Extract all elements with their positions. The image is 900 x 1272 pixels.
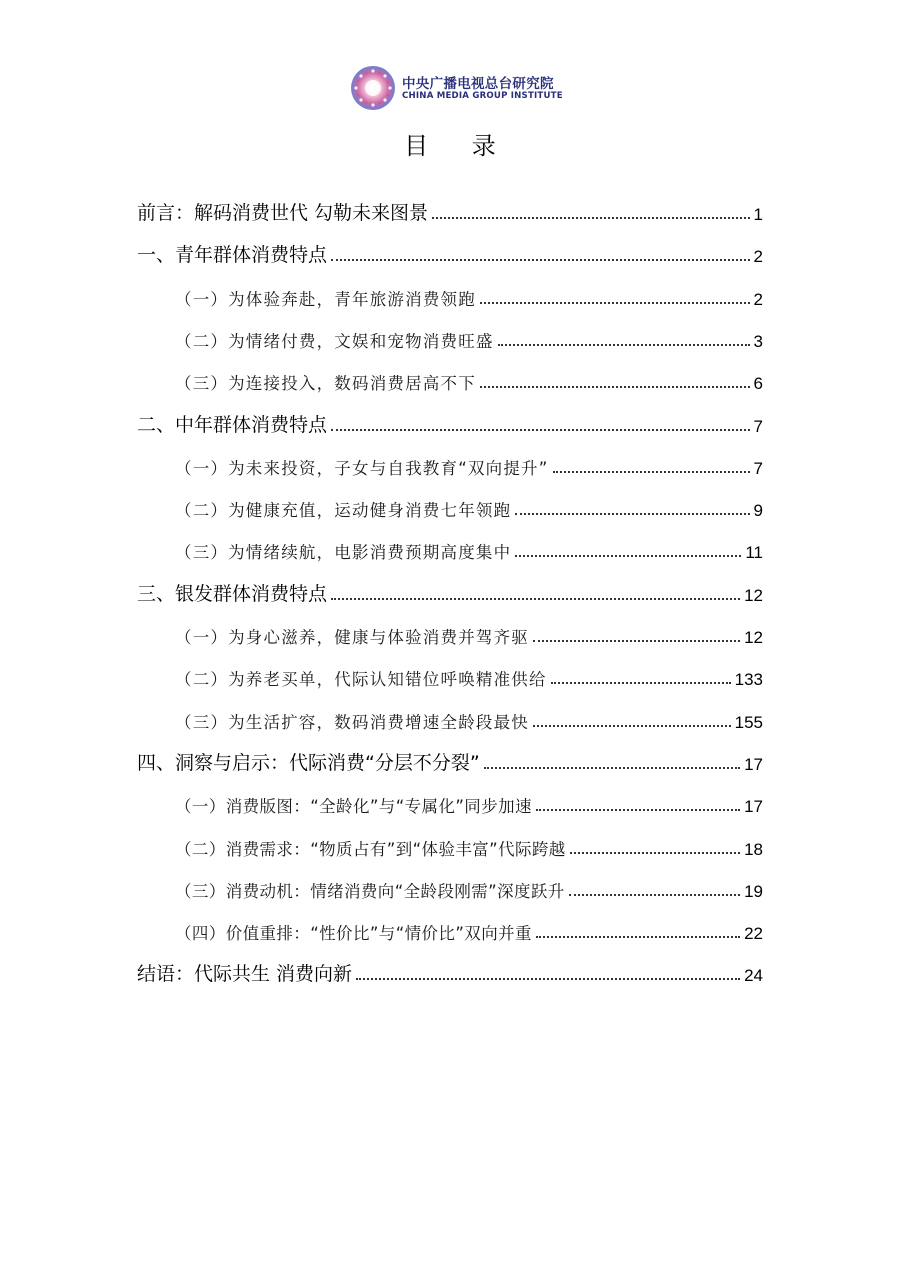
- toc-entry[interactable]: [175, 787, 763, 817]
- toc-entry-label: （一）为身心滋养，健康与体验消费并驾齐驱: [175, 628, 529, 647]
- toc-entry-label: （三）消费动机：情绪消费向“全龄段刚需”深度跃升: [175, 882, 565, 901]
- toc-entry-label: （二）为养老买单，代际认知错位呼唤精准供给: [175, 670, 547, 689]
- toc-entry-label: （二）为情绪付费，文娱和宠物消费旺盛: [175, 332, 494, 351]
- toc-entry[interactable]: [137, 237, 763, 267]
- toc-dot-leader: [480, 302, 750, 304]
- toc-dot-leader: [515, 555, 741, 557]
- toc-entry-label: （一）消费版图：“全龄化”与“专属化”同步加速: [175, 797, 532, 816]
- toc-entry-page-number: 19: [744, 882, 763, 901]
- toc-entry[interactable]: [175, 533, 763, 563]
- toc-entry-label: （一）为未来投资，子女与自我教育“双向提升”: [175, 459, 549, 478]
- toc-dot-leader: [331, 429, 750, 431]
- toc-entry[interactable]: [175, 322, 763, 352]
- toc-entry-page-number: 2: [753, 290, 763, 309]
- toc-dot-leader: [536, 809, 740, 811]
- toc-dot-leader: [536, 936, 740, 938]
- toc-entry[interactable]: [137, 195, 763, 225]
- toc-dot-leader: [570, 852, 740, 854]
- toc-entry-label: （一）为体验奔赴，青年旅游消费领跑: [175, 290, 476, 309]
- toc-entry-label: 前言：解码消费世代 勾勒未来图景: [137, 202, 429, 224]
- toc-entry[interactable]: [175, 872, 763, 902]
- toc-dot-leader: [331, 259, 750, 261]
- toc-dot-leader: [551, 682, 731, 684]
- logo-chinese-name: 中央广播电视总台研究院: [402, 76, 554, 92]
- toc-dot-leader: [498, 344, 750, 346]
- toc-entry[interactable]: [137, 576, 763, 606]
- toc-entry[interactable]: [137, 407, 763, 437]
- toc-entry-page-number: 24: [744, 966, 763, 985]
- toc-dot-leader: [515, 513, 749, 515]
- toc-dot-leader: [331, 598, 740, 600]
- toc-entry-label: （四）价值重排：“性价比”与“情价比”双向并重: [175, 924, 532, 943]
- toc-entry-label: （二）为健康充值，运动健身消费七年领跑: [175, 501, 512, 520]
- toc-entry[interactable]: [175, 660, 763, 690]
- toc-entry-page-number: 7: [753, 417, 763, 436]
- toc-entry-page-number: 18: [744, 840, 763, 859]
- toc-entry-label: 二、中年群体消费特点: [137, 414, 328, 436]
- toc-entry-page-number: 9: [753, 501, 763, 520]
- toc-entry-label: （三）为生活扩容，数码消费增速全龄段最快: [175, 713, 529, 732]
- toc-dot-leader: [432, 217, 749, 219]
- toc-entry[interactable]: [175, 364, 763, 394]
- toc-entry-page-number: 12: [744, 586, 763, 605]
- logo-english-name: CHINA MEDIA GROUP INSTITUTE: [402, 91, 563, 101]
- toc-entry-page-number: 17: [744, 797, 763, 816]
- toc-entry-label: 四、洞察与启示：代际消费“分层不分裂”: [137, 752, 480, 774]
- toc-dot-leader: [480, 386, 750, 388]
- toc-entry-label: （三）为连接投入，数码消费居高不下: [175, 374, 476, 393]
- toc-entry-label: （二）消费需求：“物质占有”到“体验丰富”代际跨越: [175, 840, 566, 859]
- toc-entry[interactable]: [175, 449, 763, 479]
- toc-entry[interactable]: [137, 956, 763, 986]
- toc-entry[interactable]: [175, 914, 763, 944]
- toc-entry[interactable]: [175, 618, 763, 648]
- toc-entry-page-number: 133: [734, 670, 763, 689]
- toc-dot-leader: [553, 471, 750, 473]
- toc-entry-page-number: 1: [753, 205, 763, 224]
- toc-entry-label: 一、青年群体消费特点: [137, 244, 328, 266]
- toc-entry-page-number: 17: [744, 755, 763, 774]
- toc-entry-page-number: 11: [745, 543, 763, 562]
- toc-entry[interactable]: [175, 703, 763, 733]
- toc-entry[interactable]: [175, 491, 763, 521]
- toc-entry-label: （三）为情绪续航，电影消费预期高度集中: [175, 543, 512, 562]
- toc-entry-page-number: 2: [753, 247, 763, 266]
- toc-entry-page-number: 3: [753, 332, 763, 351]
- toc-entry-page-number: 6: [753, 374, 763, 393]
- toc-entry-label: 结语：代际共生 消费向新: [137, 963, 353, 985]
- toc-entry-label: 三、银发群体消费特点: [137, 583, 328, 605]
- toc-entry[interactable]: [137, 745, 763, 775]
- toc-entry[interactable]: [175, 830, 763, 860]
- toc-dot-leader: [484, 767, 740, 769]
- toc-dot-leader: [356, 978, 740, 980]
- toc-entry-page-number: 155: [734, 713, 763, 732]
- toc-dot-leader: [533, 640, 740, 642]
- toc-entry[interactable]: [175, 280, 763, 310]
- toc-dot-leader: [569, 894, 740, 896]
- toc-entry-page-number: 12: [744, 628, 763, 647]
- toc-entry-page-number: 7: [753, 459, 763, 478]
- toc-entry-page-number: 22: [744, 924, 763, 943]
- toc-dot-leader: [533, 725, 731, 727]
- page-title: 目 录: [404, 132, 514, 160]
